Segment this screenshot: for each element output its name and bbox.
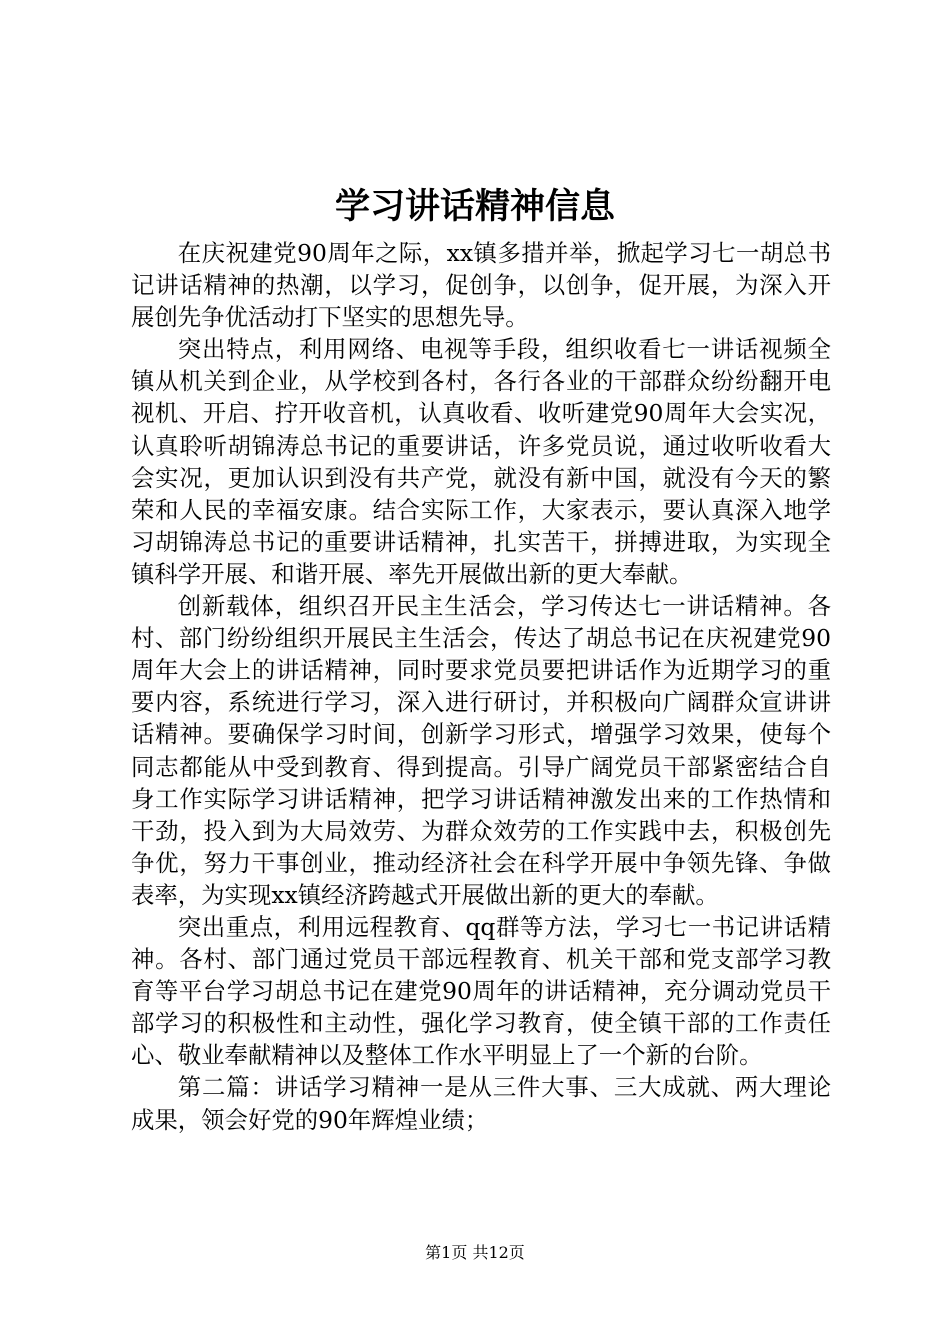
paragraph-2: 突出特点，利用网络、电视等手段，组织收看七一讲话视频全镇从机关到企业，从学校到各村，各行各业的干部群众纷纷翻开电视机、开启、拧开收音机，认真收看、收听建党90周年大会实况，认真聆听胡锦涛总书记的重要讲话，许多党员说，通过收听收看大会实况，更加认识到没有共产党，就没有新中国，就没有今天的繁荣和人民的幸福安康。结合实际工作，大家表示，要认真深入地学习胡锦涛总书记的重要讲话精神，扎实苦干，拼搏进取，为实现全镇科学开展、和谐开展、率先开展做出新的更大奉献。 bbox=[131, 335, 831, 588]
page-footer: 第1页 共12页 bbox=[425, 1243, 525, 1262]
paragraph-1: 在庆祝建党90周年之际，xx镇多措并举，掀起学习七一胡总书记讲话精神的热潮，以学习，促创争，以创争，促开展，为深入开展创先争优活动打下坚实的思想先导。 bbox=[131, 239, 831, 332]
paragraph-4: 突出重点，利用远程教育、qq群等方法，学习七一书记讲话精神。各村、部门通过党员干部远程教育、机关干部和党支部学习教育等平台学习胡总书记在建党90周年的讲话精神，充分调动党员干部学习的积极性和主动性，强化学习教育，使全镇干部的工作责任心、敬业奉献精神以及整体工作水平明显上了一个新的台阶。 bbox=[131, 912, 831, 1070]
document-body bbox=[131, 237, 831, 1136]
document-title: 学习讲话精神信息 bbox=[334, 186, 615, 227]
paragraph-3: 创新载体，组织召开民主生活会，学习传达七一讲话精神。各村、部门纷纷组织开展民主生活会，传达了胡总书记在庆祝建党90周年大会上的讲话精神，同时要求党员要把讲话作为近期学习的重要内容，系统进行学习，深入进行研讨，并积极向广阔群众宣讲讲话精神。要确保学习时间，创新学习形式，增强学习效果，使每个同志都能从中受到教育、得到提高。引导广阔党员干部紧密结合自身工作实际学习讲话精神，把学习讲话精神激发出来的工作热情和干劲，投入到为大局效劳、为群众效劳的工作实践中去，积极创先争优，努力干事创业，推动经济社会在科学开展中争领先锋、争做表率，为实现xx镇经济跨越式开展做出新的更大的奉献。 bbox=[131, 592, 831, 909]
paragraph-5: 第二篇：讲话学习精神一是从三件大事、三大成就、两大理论成果，领会好党的90年辉煌业绩； bbox=[131, 1073, 831, 1134]
